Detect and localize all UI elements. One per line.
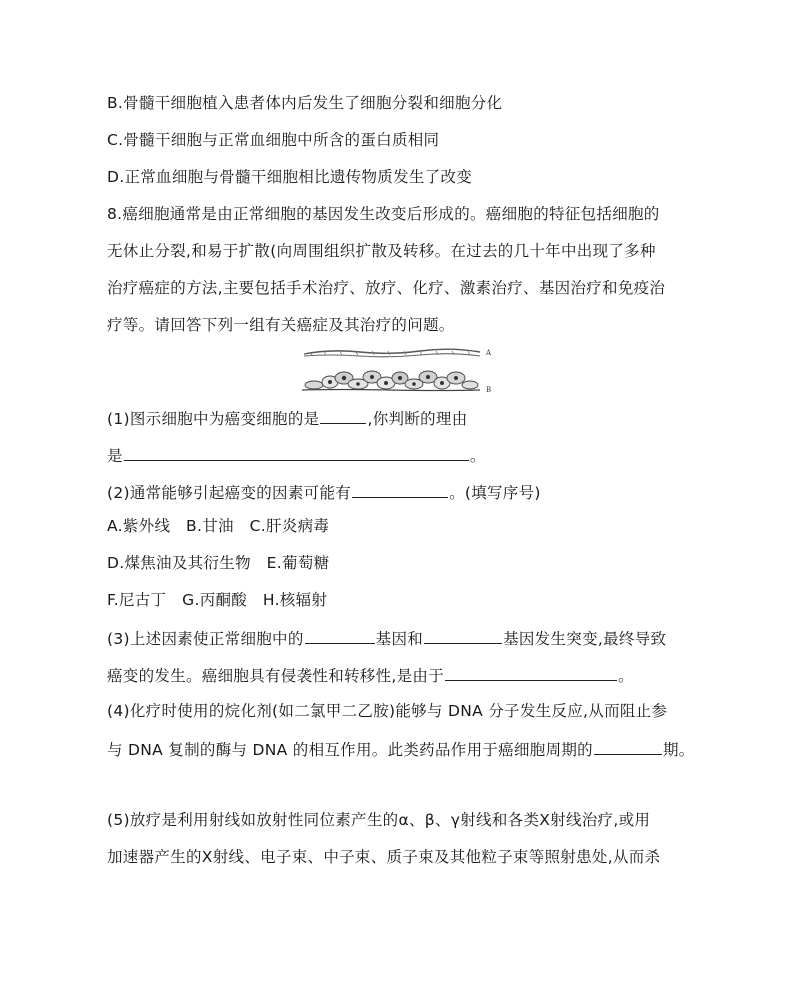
question-2-prompt: (2)通常能够引起癌变的因素可能有 xyxy=(107,484,352,502)
question-1-reason-prompt: ,你判断的理由 xyxy=(367,410,468,428)
question-3-prompt: (3)上述因素使正常细胞中的 xyxy=(107,630,304,648)
answer-blank-4[interactable] xyxy=(305,627,375,644)
question-2-note: 。(填写序号) xyxy=(449,484,541,502)
question-1-reason-lead: 是 xyxy=(107,447,123,465)
cell-diagram xyxy=(300,340,500,400)
question-1-end: 。 xyxy=(469,447,486,465)
question-3-line-2 xyxy=(107,664,634,686)
question-5-line-2: 加速器产生的X射线、电子束、中子束、质子束及其他粒子束等照射患处,从而杀 xyxy=(107,848,661,866)
question-1-prompt: (1)图示细胞中为癌变细胞的是 xyxy=(107,410,320,428)
question-8-line-3: 治疗癌症的方法,主要包括手术治疗、放疗、化疗、激素治疗、基因治疗和免疫治 xyxy=(107,279,666,297)
cell-figure xyxy=(300,340,500,400)
option-c-text: C.骨髓干细胞与正常血细胞中所含的蛋白质相同 xyxy=(107,131,440,149)
question-4-line-2 xyxy=(107,738,695,760)
label-a: A xyxy=(486,349,492,357)
answer-blank-6[interactable] xyxy=(445,664,617,681)
question-2-options-3: F.尼古丁 G.丙酮酸 H.核辐射 xyxy=(107,591,328,609)
question-2-options-1: A.紫外线 B.甘油 C.肝炎病毒 xyxy=(107,517,330,535)
question-8-line-4: 疗等。请回答下列一组有关癌症及其治疗的问题。 xyxy=(107,316,455,334)
question-4-end: 期。 xyxy=(662,741,695,759)
question-2-line xyxy=(107,481,541,503)
answer-blank-2[interactable] xyxy=(124,444,469,461)
question-4-line-1: (4)化疗时使用的烷化剂(如二氯甲二乙胺)能够与 DNA 分子发生反应,从而阻止参 xyxy=(107,702,668,720)
question-3-line-1 xyxy=(107,627,666,649)
answer-blank-3[interactable] xyxy=(352,481,448,498)
question-3-end: 。 xyxy=(618,667,634,685)
option-b-text: B.骨髓干细胞植入患者体内后发生了细胞分裂和细胞分化 xyxy=(107,94,503,112)
question-3-reason-prompt: 癌变的发生。癌细胞具有侵袭性和转移性,是由于 xyxy=(107,667,445,685)
question-3-mid: 基因和 xyxy=(375,630,424,648)
question-1-line-2 xyxy=(107,444,486,466)
label-b: B xyxy=(486,386,492,394)
question-5-line-1: (5)放疗是利用射线如放射性同位素产生的α、β、γ射线和各类X射线治疗,或用 xyxy=(107,811,651,829)
answer-blank-7[interactable] xyxy=(594,738,662,755)
question-8-line-2: 无休止分裂,和易于扩散(向周围组织扩散及转移。在过去的几十年中出现了多种 xyxy=(107,242,656,260)
cancer-cell-layer xyxy=(302,371,480,391)
question-4-prompt: 与 DNA 复制的酶与 DNA 的相互作用。此类药品作用于癌细胞周期的 xyxy=(107,741,593,759)
normal-cell-layer xyxy=(304,349,480,357)
answer-blank-5[interactable] xyxy=(424,627,502,644)
question-3-tail: 基因发生突变,最终导致 xyxy=(503,630,667,648)
question-2-options-2: D.煤焦油及其衍生物 E.葡萄糖 xyxy=(107,554,330,572)
question-1-line-1 xyxy=(107,407,468,429)
question-8-line-1: 8.癌细胞通常是由正常细胞的基因发生改变后形成的。癌细胞的特征包括细胞的 xyxy=(107,205,660,223)
option-d-text: D.正常血细胞与骨髓干细胞相比遗传物质发生了改变 xyxy=(107,168,473,186)
answer-blank-1[interactable] xyxy=(320,407,366,424)
